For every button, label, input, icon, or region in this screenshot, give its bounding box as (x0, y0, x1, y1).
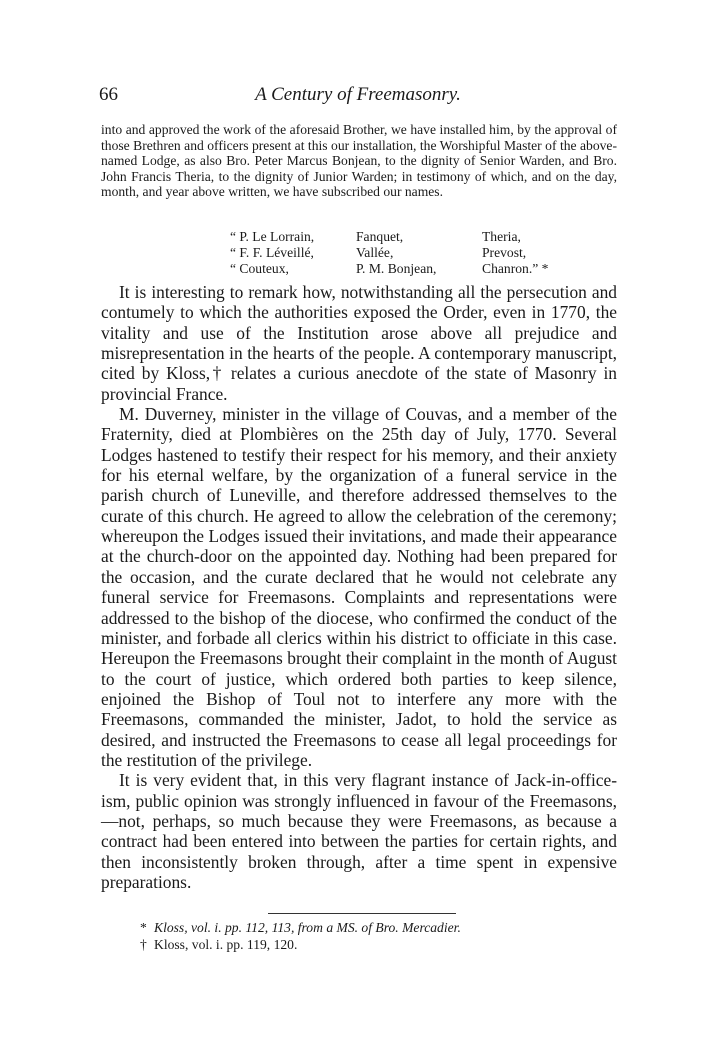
footnotes (140, 919, 600, 953)
body-text (101, 282, 617, 892)
signature-name: Chanron.” * (482, 260, 549, 276)
signature-row (230, 245, 548, 261)
certificate-text: into and approved the work of the aforesaid Brother, we have installed him, by the approval of those Brethren and officers present at this our installation, the Worshipful Master of the above-named Lodge, as also Bro. Peter Marcus Bonjean, to the dignity of Senior Warden, and Bro. John Francis Theria, to the dignity of Junior Warden; in testimony of which, and on the day, month, and year above written, we have subscribed our names. (101, 122, 617, 199)
certificate-text-block (101, 122, 617, 200)
signature-name: Theria, (482, 229, 521, 244)
signature-name: Vallée, (356, 244, 394, 260)
footnote-mark: * (140, 920, 147, 935)
paragraph: It is interesting to remark how, notwithstanding all the persecution and contumely to which the authorities exposed the Order, even in 1770, the vitality and use of the Institution arose above all prejudice and misrepresentation in the hearts of the people. A contemporary manuscript, cited by Kloss,† relates a curious anecdote of the state of Masonry in provincial France. (101, 282, 617, 404)
footnote (140, 919, 600, 936)
signature-name: P. M. Bonjean, (356, 260, 437, 276)
signature-row (230, 229, 548, 245)
signature-name: “ Couteux, (230, 260, 289, 276)
paragraph: It is very evident that, in this very flagrant instance of Jack-in-office-ism, public opinion was strongly influenced in favour of the Freemasons,—not, perhaps, so much because they were Freemasons, as because a contract had been entered into between the parties for certain rights, and then inconsistently broken through, after a time spent in expensive preparations. (101, 770, 617, 892)
footnote-mark: † (140, 937, 147, 952)
running-head: A Century of Freemasonry. (255, 84, 461, 105)
footnote-text: Kloss, vol. i. pp. 112, 113, from a MS. of Bro. Mercadier. (154, 920, 461, 935)
footnote (140, 936, 600, 953)
signature-name: Prevost, (482, 244, 527, 260)
signature-name: “ F. F. Léveillé, (230, 244, 314, 260)
signature-row (230, 261, 548, 277)
signature-list (230, 229, 548, 276)
page-number: 66 (99, 84, 118, 105)
page-header (99, 84, 617, 108)
footnote-text: Kloss, vol. i. pp. 119, 120. (154, 937, 298, 952)
signature-name: “ P. Le Lorrain, (230, 229, 315, 244)
signature-name: Fanquet, (356, 229, 404, 244)
footnote-rule (268, 913, 456, 914)
paragraph: M. Duverney, minister in the village of Couvas, and a member of the Fraternity, died at Plombières on the 25th day of July, 1770. Several Lodges hastened to testify their respect for his memory, and their anxiety for his eternal welfare, by the organization of a funeral service in the parish church of Luneville, and therefore addressed themselves to the curate of this church. He agreed to allow the celebration of the ceremony; whereupon the Lodges issued their invitations, and made their appearance at the church-door on the appointed day. Nothing had been prepared for the occasion, and the curate declared that he would not celebrate any funeral service for Freemasons. Complaints and representations were addressed to the bishop of the diocese, who confirmed the conduct of the minister, and forbade all clerics within his district to officiate in this case. Hereupon the Freemasons brought their complaint in the month of August to the court of justice, which ordered both parties to keep silence, enjoined the Bishop of Toul not to interfere any more with the Freemasons, commanded the minister, Jadot, to hold the service as desired, and instructed the Freemasons to cease all legal proceedings for the restitution of the privilege. (101, 404, 617, 770)
